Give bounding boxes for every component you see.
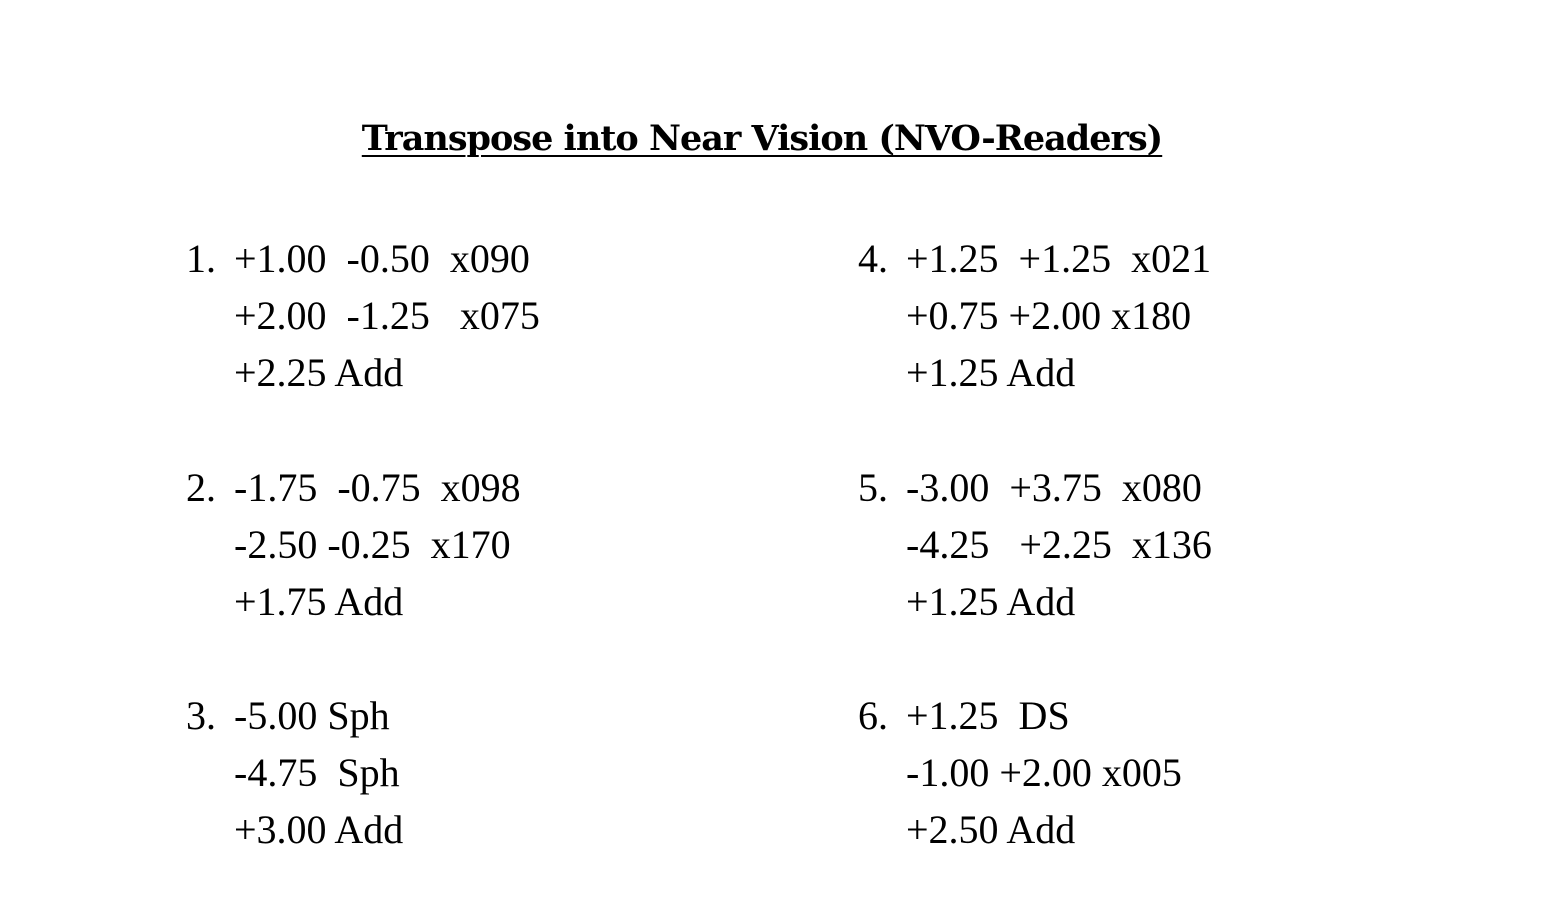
problem-lines xyxy=(906,687,1182,858)
problem-line: +3.00 Add xyxy=(234,807,404,852)
problem-number: 6. xyxy=(858,693,888,738)
problem-line: -1.00 +2.00 x005 xyxy=(906,750,1182,795)
problem-line: +1.75 Add xyxy=(234,579,404,624)
problem-lines xyxy=(234,459,521,630)
problem-line: +1.00 -0.50 x090 xyxy=(234,236,530,281)
problem-line: -4.25 +2.25 x136 xyxy=(906,522,1212,567)
problem-line: +1.25 DS xyxy=(906,693,1070,738)
problem-line: -1.75 -0.75 x098 xyxy=(234,465,521,510)
problem-line: +0.75 +2.00 x180 xyxy=(906,293,1192,338)
problem-number: 2. xyxy=(186,465,216,510)
problem-line: +1.25 Add xyxy=(906,350,1076,395)
problem-number: 1. xyxy=(186,236,216,281)
problem-line: -3.00 +3.75 x080 xyxy=(906,465,1202,510)
problem-number: 3. xyxy=(186,693,216,738)
problem-line: +1.25 Add xyxy=(906,579,1076,624)
problem-lines xyxy=(234,687,403,858)
problem-line: +2.00 -1.25 x075 xyxy=(234,293,540,338)
problem-line: -2.50 -0.25 x170 xyxy=(234,522,511,567)
problem-lines xyxy=(906,230,1211,401)
problem-number: 4. xyxy=(858,236,888,281)
problem-lines xyxy=(906,459,1212,630)
problem-number: 5. xyxy=(858,465,888,510)
problem-lines xyxy=(234,230,540,401)
page-title: Transpose into Near Vision (NVO-Readers) xyxy=(361,118,1163,159)
problem-line: -5.00 Sph xyxy=(234,693,390,738)
problem-line: -4.75 Sph xyxy=(234,750,400,795)
problem-line: +2.25 Add xyxy=(234,350,404,395)
problem-line: +2.50 Add xyxy=(906,807,1076,852)
problem-line: +1.25 +1.25 x021 xyxy=(906,236,1212,281)
